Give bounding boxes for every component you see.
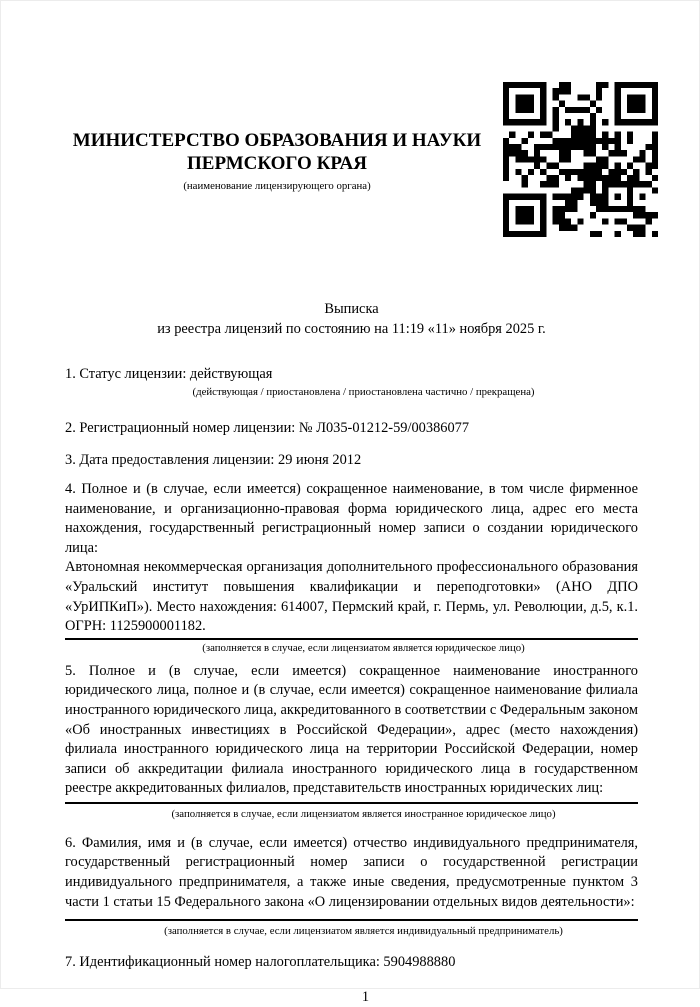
item-5-caption: (заполняется в случае, если лицензиатом является иностранное юридическое лицо) bbox=[171, 807, 556, 820]
licensing-authority-name-line1: МИНИСТЕРСТВО ОБРАЗОВАНИЯ И НАУКИ bbox=[72, 130, 482, 151]
item-5-fill-rule bbox=[65, 802, 638, 804]
item-6-fill-rule bbox=[65, 919, 638, 921]
item-4-legal-entity-value: Автономная некоммерческая организация дополнительного профессионального образования «Уральский институт повышения квалификации и переподготовки» (АНО ДПО «УрИПКиП»). Место нахождения: 614007, Пермский край, г. Пермь, ул. Революции, д.5, к.1. ОГРН: 1125900001182. bbox=[65, 559, 638, 635]
item-7-taxpayer-number: 7. Идентификационный номер налогоплательщика: 5904988880 bbox=[65, 954, 456, 971]
item-6-caption: (заполняется в случае, если лицензиатом является индивидуальный предприниматель) bbox=[164, 925, 563, 938]
document-title-line2: из реестра лицензий по состоянию на 11:19 «11» ноября 2025 г. bbox=[157, 320, 546, 337]
item-4-fill-rule bbox=[65, 638, 638, 640]
page-number: 1 bbox=[361, 988, 370, 1005]
item-1-license-status: 1. Статус лицензии: действующая bbox=[65, 366, 273, 383]
document-content bbox=[65, 0, 638, 1007]
licensing-authority-caption: (наименование лицензирующего органа) bbox=[183, 180, 371, 192]
item-4-caption: (заполняется в случае, если лицензиатом является юридическое лицо) bbox=[202, 641, 525, 654]
item-4-legal-entity-intro: 4. Полное и (в случае, если имеется) сокращенное наименование, в том числе фирменное наименование, и организационно-правовая форма юридического лица, адрес его места нахождения, государственный регистрационный номер записи о создании юридического лица: bbox=[65, 480, 638, 556]
item-3-grant-date: 3. Дата предоставления лицензии: 29 июня 2012 bbox=[65, 452, 362, 469]
item-2-registration-number: 2. Регистрационный номер лицензии: № Л035-01212-59/00386077 bbox=[65, 419, 470, 436]
document-title-line1: Выписка bbox=[324, 301, 379, 317]
document-title bbox=[65, 300, 638, 339]
document-header bbox=[65, 129, 489, 193]
item-6-entrepreneur-intro: 6. Фамилия, имя и (в случае, если имеется) отчество индивидуального предпринимателя, государственный регистрационный номер записи о государственной регистрации индивидуального предпринимателя, а также иные сведения, предусмотренные пунктом 3 части 1 статьи 15 Федерального закона «О лицензировании отдельных видов деятельности»: bbox=[65, 834, 638, 910]
item-1-caption: (действующая / приостановлена / приостановлена частично / прекращена) bbox=[192, 385, 535, 398]
licensing-authority-name-line2: ПЕРМСКОГО КРАЯ bbox=[187, 153, 367, 174]
item-5-foreign-entity-intro: 5. Полное и (в случае, если имеется) сокращенное наименование иностранного юридического лица, полное и (в случае, если имеется) сокращенное наименование филиала иностранного юридического лица, аккредитованного в соответствии с Федеральным законом «Об иностранных инвестициях в Российской Федерации», адрес (место нахождения) филиала иностранного юридического лица на территории Российской Федерации, номер записи об аккредитации филиала иностранного юридического лица в государственном реестре аккредитованных филиалов, представительств иностранных юридических лиц: bbox=[65, 662, 638, 797]
